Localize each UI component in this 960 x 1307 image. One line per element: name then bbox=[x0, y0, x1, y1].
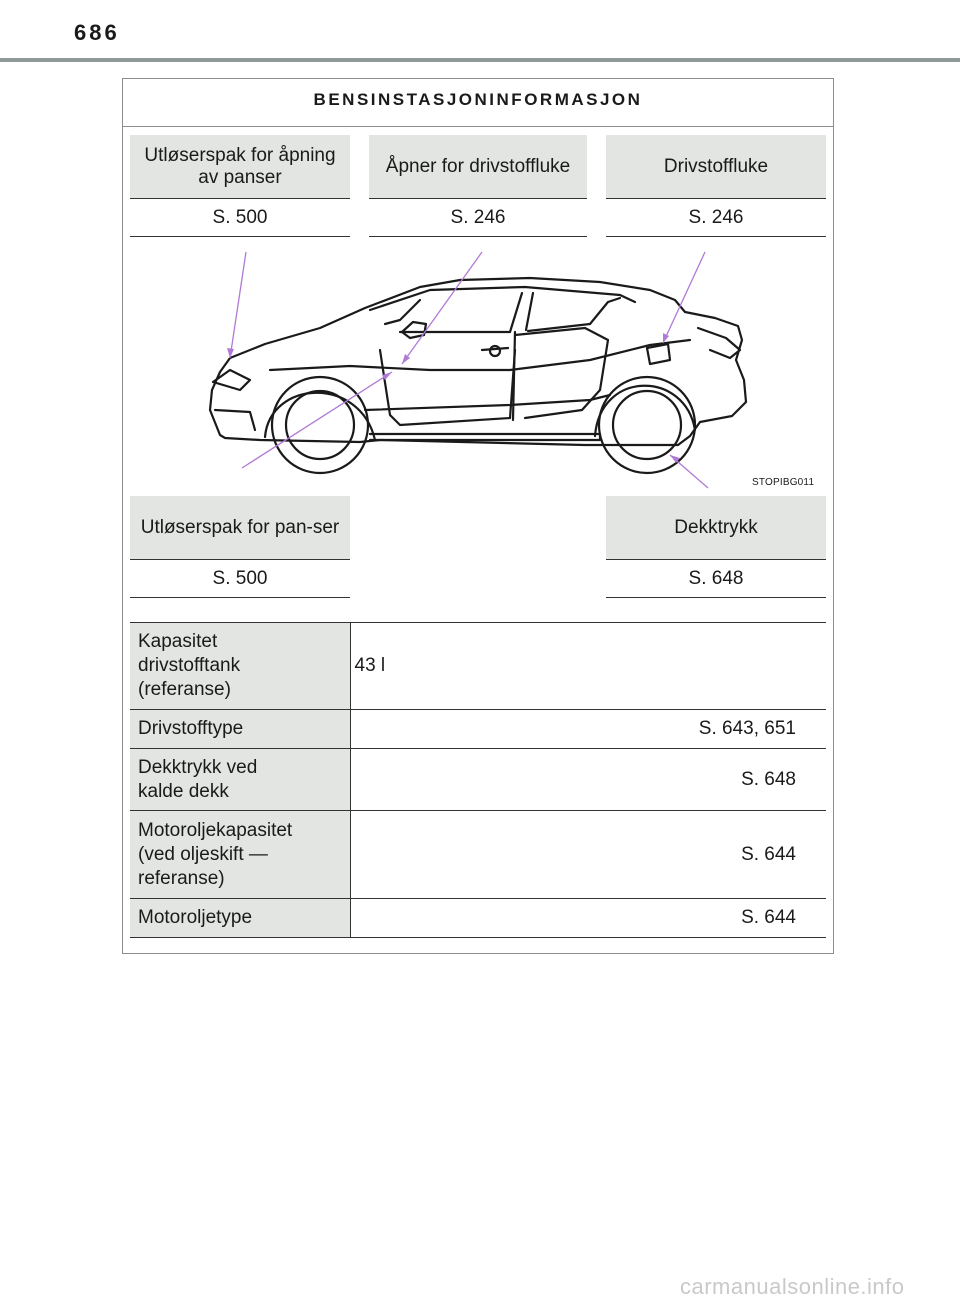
callout-label-fuel-door-opener: Åpner for drivstoffluke bbox=[369, 135, 587, 199]
callout-label-hood-release: Utløserspak for åpning av panser bbox=[130, 135, 350, 199]
callout-ref-tire-pressure[interactable]: S. 648 bbox=[606, 560, 826, 598]
spec-value[interactable]: S. 648 bbox=[741, 768, 796, 790]
header-rule bbox=[0, 58, 960, 62]
callout-label-tire-pressure: Dekktrykk bbox=[606, 496, 826, 560]
table-row bbox=[130, 623, 826, 710]
spec-table bbox=[130, 622, 826, 938]
callout-ref-fuel-door[interactable]: S. 246 bbox=[606, 199, 826, 237]
callout-ref-fuel-door-opener[interactable]: S. 246 bbox=[369, 199, 587, 237]
callout-label-fuel-door: Drivstoffluke bbox=[606, 135, 826, 199]
spec-label: Motoroljekapasitet (ved oljeskift — referanse) bbox=[130, 811, 350, 899]
page-number: 686 bbox=[74, 20, 120, 45]
spec-value[interactable]: S. 644 bbox=[741, 907, 796, 928]
image-code: STOPIBG011 bbox=[752, 477, 815, 488]
spec-value[interactable]: S. 644 bbox=[741, 843, 796, 865]
spec-label: Dekktrykk ved kalde dekk bbox=[130, 749, 350, 811]
section-title: BENSINSTASJONINFORMASJON bbox=[123, 79, 833, 127]
table-row bbox=[130, 899, 826, 938]
spec-value: 43 l bbox=[354, 655, 386, 676]
spec-label: Kapasitet drivstofftank (referanse) bbox=[130, 623, 350, 710]
spec-label: Drivstofftype bbox=[130, 710, 350, 749]
table-row bbox=[130, 710, 826, 749]
callout-label-hood-lever: Utløserspak for pan-ser bbox=[130, 496, 350, 560]
callout-ref-hood-lever[interactable]: S. 500 bbox=[130, 560, 350, 598]
car-side-illustration bbox=[130, 240, 826, 492]
table-row bbox=[130, 811, 826, 899]
callout-ref-hood-release[interactable]: S. 500 bbox=[130, 199, 350, 237]
watermark: carmanualsonline.info bbox=[680, 1274, 905, 1299]
table-row bbox=[130, 749, 826, 811]
spec-value[interactable]: S. 643, 651 bbox=[698, 718, 796, 739]
spec-label: Motoroljetype bbox=[130, 899, 350, 938]
